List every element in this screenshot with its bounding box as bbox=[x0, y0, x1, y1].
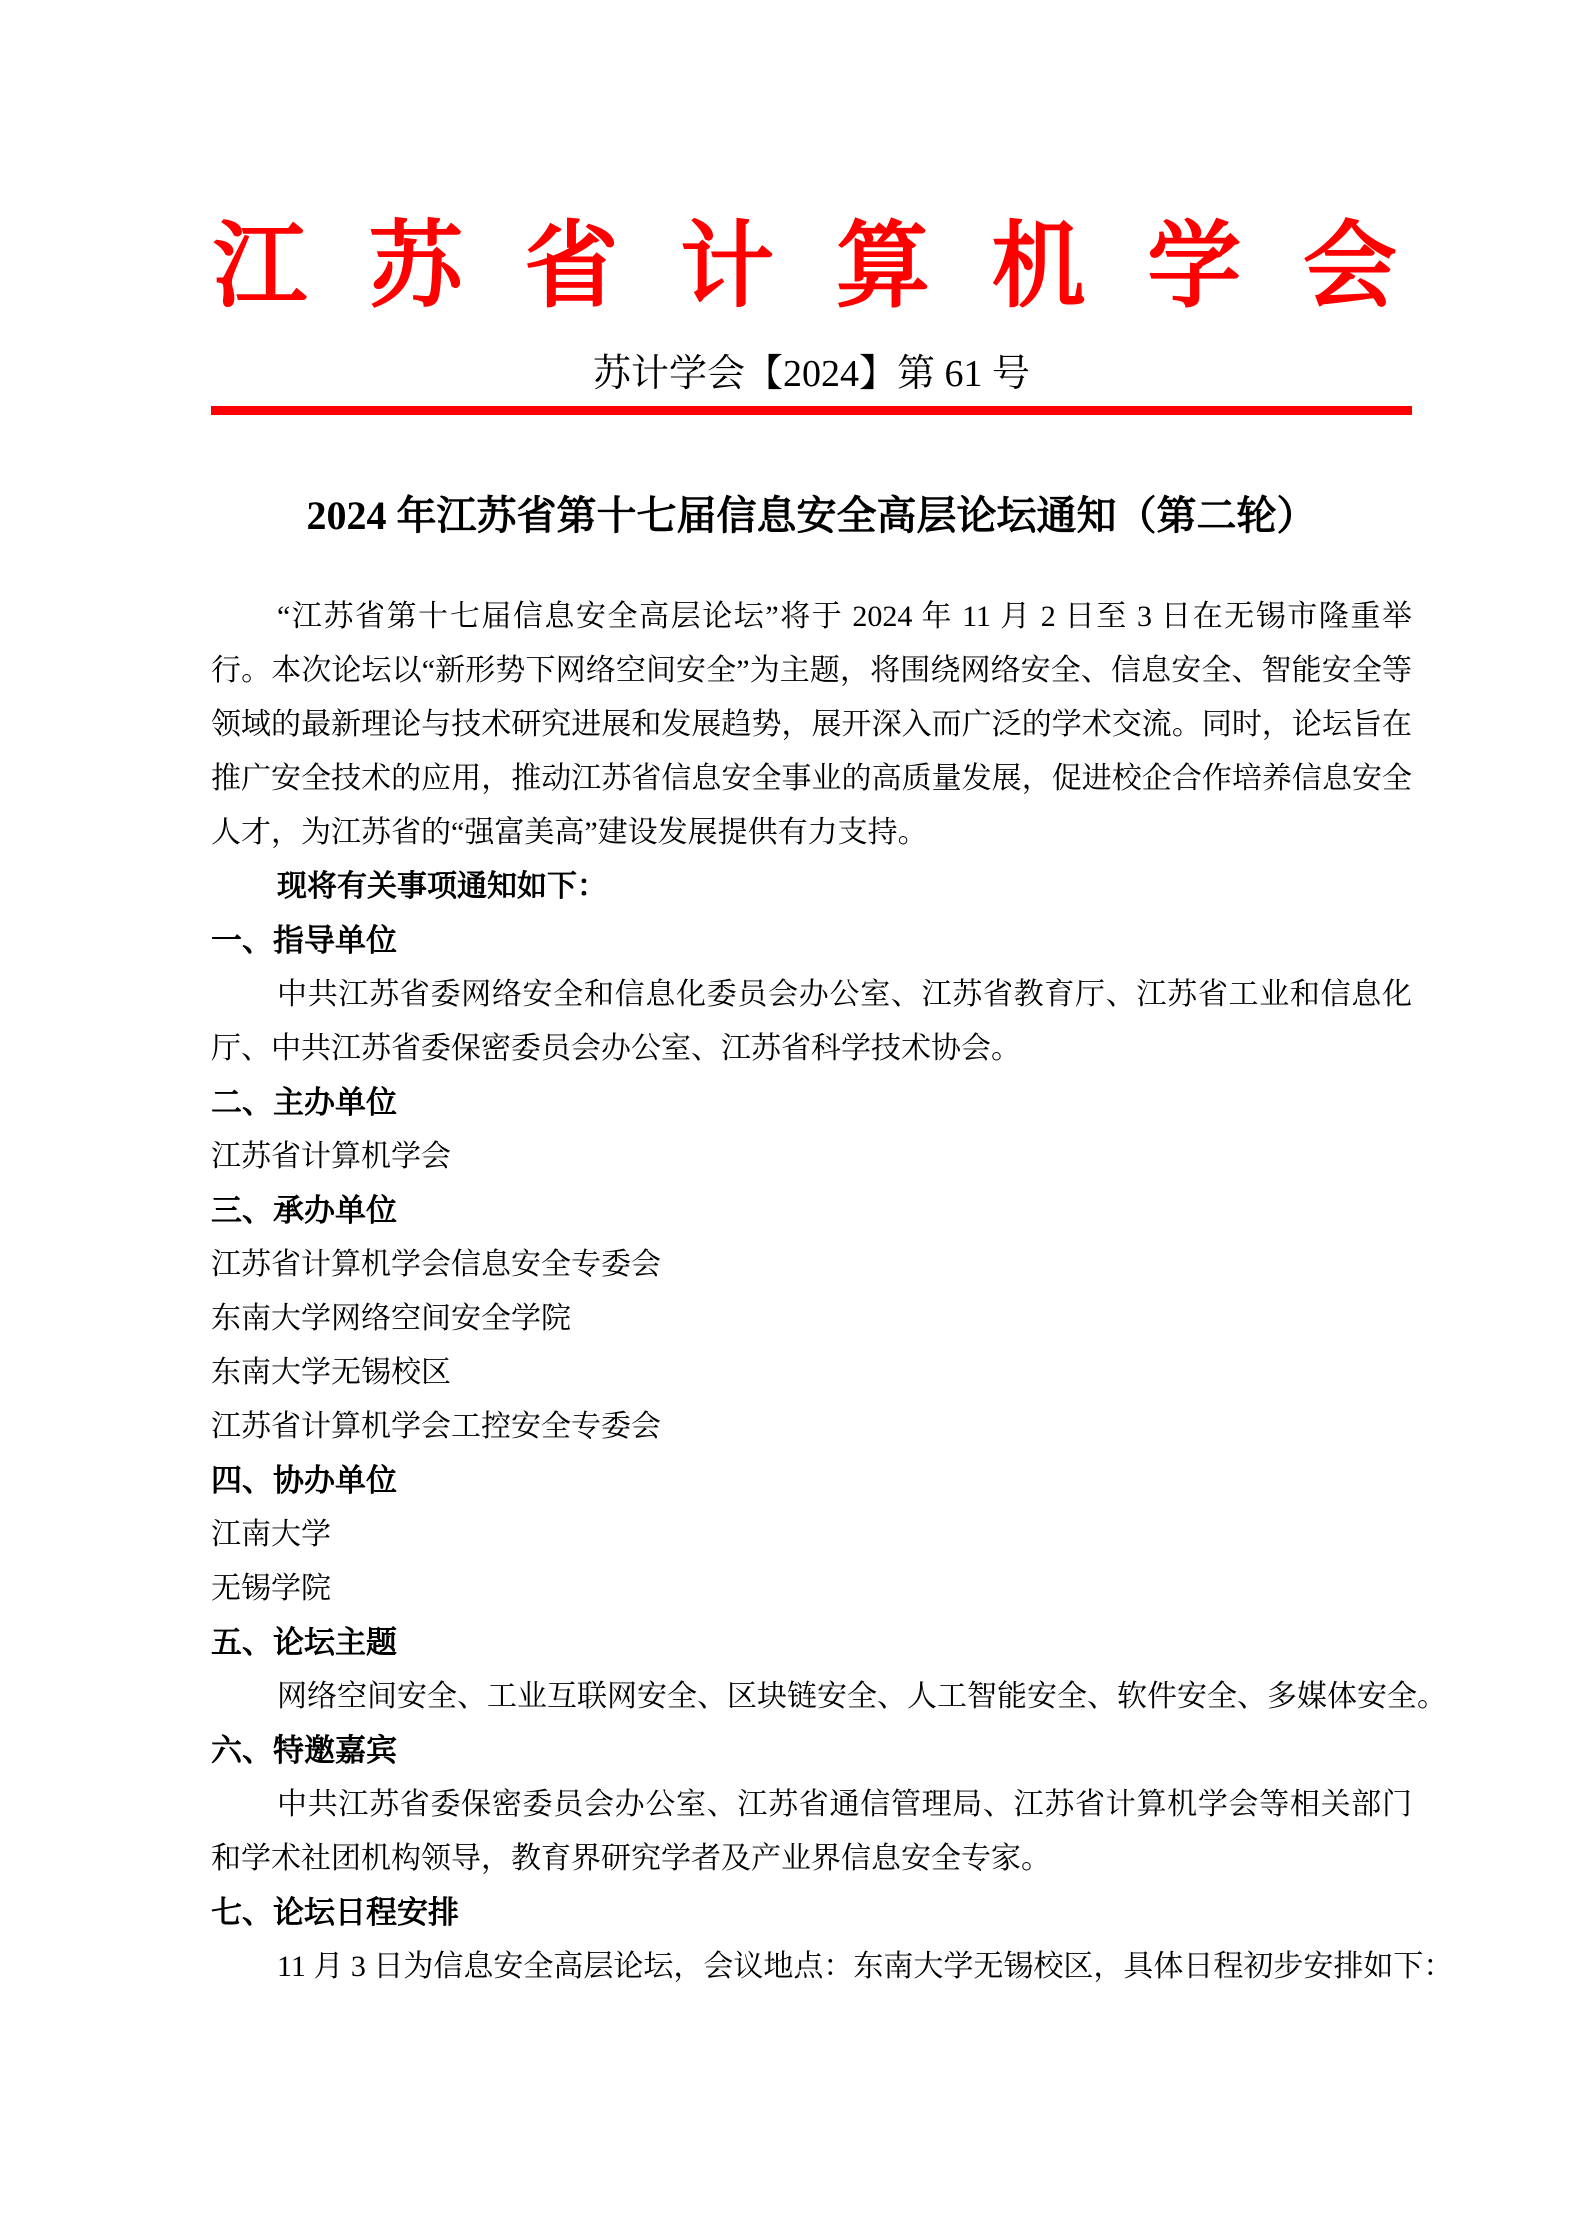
section-body-forum-topics: 网络空间安全、工业互联网安全、区块链安全、人工智能安全、软件安全、多媒体安全。 bbox=[277, 1680, 1447, 1713]
section-item: 东南大学无锡校区 bbox=[211, 1356, 451, 1389]
document-body bbox=[211, 590, 1454, 1994]
section-item: 江苏省计算机学会信息安全专委会 bbox=[211, 1248, 661, 1281]
section-heading-guiding-units: 一、指导单位 bbox=[211, 923, 397, 958]
doc-number: 苏计学会【2024】第 61 号 bbox=[592, 353, 1030, 395]
intro-paragraph: “江苏省第十七届信息安全高层论坛”将于 2024 年 11 月 2 日至 3 日在无锡市隆重举行。本次论坛以“新形势下网络空间安全”为主题，将围绕网络安全、信息安全、智能安全等领域的最新理论与技术研究进展和发展趋势，展开深入而广泛的学术交流。同时，论坛旨在推广安全技术的应用，推动江苏省信息安全事业的高质量发展，促进校企合作培养信息安全人才，为江苏省的“强富美高”建设发展提供有力支持。 bbox=[211, 600, 1412, 849]
section-heading-invited-guests: 六、特邀嘉宾 bbox=[211, 1733, 397, 1768]
section-item: 无锡学院 bbox=[211, 1572, 331, 1605]
section-body-invited-guests: 中共江苏省委保密委员会办公室、江苏省通信管理局、江苏省计算机学会等相关部门和学术社团机构领导，教育界研究学者及产业界信息安全专家。 bbox=[211, 1788, 1412, 1875]
section-item: 江苏省计算机学会工控安全专委会 bbox=[211, 1410, 661, 1443]
section-item: 东南大学网络空间安全学院 bbox=[211, 1302, 571, 1335]
section-body-guiding-units: 中共江苏省委网络安全和信息化委员会办公室、江苏省教育厅、江苏省工业和信息化厅、中共江苏省委保密委员会办公室、江苏省科学技术协会。 bbox=[211, 978, 1412, 1065]
section-heading-co-organizer-units: 四、协办单位 bbox=[211, 1463, 397, 1498]
section-heading-organizer-units: 三、承办单位 bbox=[211, 1193, 397, 1228]
org-name-char: 计 bbox=[680, 215, 775, 319]
section-body-forum-schedule: 11 月 3 日为信息安全高层论坛，会议地点：东南大学无锡校区，具体日程初步安排如下： bbox=[277, 1950, 1454, 1983]
section-item: 江南大学 bbox=[211, 1518, 331, 1551]
notice-lead: 现将有关事项通知如下： bbox=[277, 870, 607, 903]
org-name-char: 算 bbox=[835, 215, 930, 319]
org-name-char: 江 bbox=[213, 215, 308, 319]
org-name-char: 会 bbox=[1302, 215, 1397, 319]
org-name-char: 学 bbox=[1147, 215, 1242, 319]
red-divider-rule bbox=[211, 406, 1412, 415]
org-name-char: 苏 bbox=[368, 215, 463, 319]
org-name-char: 机 bbox=[991, 215, 1086, 319]
section-heading-host-units: 二、主办单位 bbox=[211, 1085, 397, 1120]
notice-title: 2024 年江苏省第十七届信息安全高层论坛通知（第二轮） bbox=[306, 493, 1317, 538]
section-heading-forum-schedule: 七、论坛日程安排 bbox=[211, 1895, 459, 1930]
section-heading-forum-topics: 五、论坛主题 bbox=[211, 1625, 397, 1660]
org-name-char: 省 bbox=[524, 215, 619, 319]
section-item: 江苏省计算机学会 bbox=[211, 1140, 451, 1173]
org-name bbox=[213, 215, 1397, 319]
